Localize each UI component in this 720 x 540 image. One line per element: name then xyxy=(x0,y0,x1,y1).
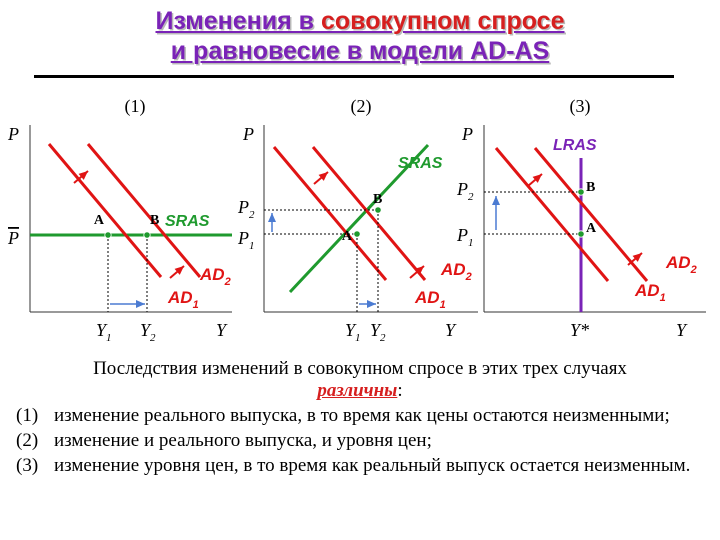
diagram-2-y-tick-p1 xyxy=(237,228,255,252)
explanation-item-1 xyxy=(16,405,704,427)
diagram-2-price-arrow-head xyxy=(268,213,276,222)
diagram-2-x-tick-y2 xyxy=(370,320,386,344)
diagram-1-ad2-label-main: AD xyxy=(200,265,225,284)
diagram-1-label xyxy=(125,96,146,117)
diagram-2-point-b-label xyxy=(373,192,382,207)
diagram-1-x-tick-y1-sub: 1 xyxy=(106,332,112,344)
diagram-2-point-a-label xyxy=(342,229,353,244)
diagram-2-sras-label xyxy=(398,155,443,172)
diagram-3-ad1-label-sub: 1 xyxy=(659,292,666,304)
diagram-1-ad2-label xyxy=(199,265,231,288)
diagram-2-ad1-label-sub: 1 xyxy=(439,299,446,311)
item-number: (2) xyxy=(16,430,39,451)
diagram-1-x-tick-y1-main: Y xyxy=(96,320,107,340)
diagram-1-sras-label-main: SRAS xyxy=(165,213,210,230)
diagram-2-y-tick-p2 xyxy=(237,197,255,221)
diagram-2-y-tick-p2-sub: 2 xyxy=(249,209,255,221)
diagram-1-x-axis-label-main: Y xyxy=(216,320,227,340)
title-highlight: совокупном спросе xyxy=(320,7,565,35)
diagram-2-point-a-label-main: A xyxy=(341,229,352,244)
diagram-2-x-tick-y2-sub: 2 xyxy=(380,332,386,344)
diagram-1-label-main: (1) xyxy=(124,96,146,116)
diagram-1-y-tick-p xyxy=(7,228,19,248)
diagram-1-y-tick-p-main: P xyxy=(8,228,19,248)
diagram-1-ad1-label xyxy=(167,288,199,311)
diagram-3-ad2-label xyxy=(665,253,697,276)
explanation-item-3 xyxy=(16,455,704,477)
item-text: изменение реального выпуска, в то время как цены остаются неизменными; xyxy=(54,405,670,426)
diagram-2-x-tick-y1-main: Y xyxy=(345,320,356,340)
diagram-3-x-axis-label-main: Y xyxy=(676,320,687,340)
diagram-1-ad1-label-main: AD xyxy=(168,288,193,307)
diagram-2-ad1-label-main: AD xyxy=(415,288,440,307)
diagram-3-point-b xyxy=(578,189,584,195)
diagram-3-y-tick-p2 xyxy=(456,179,474,203)
diagram-2-y-axis-label xyxy=(242,124,254,144)
diagram-2-output-arrow-head xyxy=(367,300,376,308)
diagram-2-sras-label-main: SRAS xyxy=(398,155,443,172)
diagram-2-x-axis-label xyxy=(445,320,457,340)
emphasis-word: различны xyxy=(317,380,398,401)
diagram-1-sras-label xyxy=(165,213,210,230)
diagram-1-x-tick-y1 xyxy=(96,320,112,344)
title-line-2-text: и равновесие в модели AD-AS xyxy=(170,37,550,65)
diagram-2-y-tick-p2-main: P xyxy=(238,197,249,217)
diagram-3-y-tick-p1-sub: 1 xyxy=(468,237,474,249)
diagram-3-point-a-label xyxy=(586,221,597,236)
diagram-3-price-arrow-head xyxy=(492,196,500,205)
explanation xyxy=(16,358,704,477)
diagram-3-y-axis-label-main: P xyxy=(462,124,473,144)
item-number: (1) xyxy=(16,405,39,426)
diagram-1-point-a-label-main: A xyxy=(93,213,104,228)
diagram-3-point-b-label xyxy=(586,180,595,195)
diagram-3-lras-label xyxy=(553,137,597,154)
diagram-2-x-tick-y1-sub: 1 xyxy=(355,332,361,344)
diagram-2-y-tick-p1-sub: 1 xyxy=(249,240,255,252)
item-text: изменение и реального выпуска, и уровня цен; xyxy=(54,430,432,451)
diagram-3-x-tick-ystar xyxy=(570,320,589,340)
diagram-1-output-arrow-head xyxy=(136,300,145,308)
diagram-1-ad2-label-sub: 2 xyxy=(224,276,231,288)
diagram-3-point-a xyxy=(578,231,584,237)
diagram-1-point-a-label xyxy=(94,213,105,228)
item-number: (3) xyxy=(16,455,39,476)
diagram-1-point-b-label xyxy=(150,213,159,228)
diagram-3-ad2-label-sub: 2 xyxy=(690,264,697,276)
diagram-1-point-a xyxy=(105,232,111,238)
diagram-3-y-axis-label xyxy=(461,124,473,144)
intro-text: Последствия изменений в совокупном спросе в этих трех случаях xyxy=(93,358,627,379)
diagram-3-x-tick-ystar-main: Y* xyxy=(570,320,590,340)
diagram-2-ad2-label-sub: 2 xyxy=(465,271,472,283)
title-prefix: Изменения в xyxy=(155,7,321,35)
explanation-item-2 xyxy=(16,430,704,452)
diagram-3-label xyxy=(570,96,591,117)
diagram-2-y-tick-p1-main: P xyxy=(238,228,249,248)
item-text: изменение уровня цен, в то время как реальный выпуск остается неизменным. xyxy=(54,455,691,476)
diagram-2-x-tick-y1 xyxy=(345,320,361,344)
diagram-3-x-axis-label xyxy=(676,320,688,340)
explanation-intro xyxy=(16,358,704,402)
diagram-2-ad2-label-main: AD xyxy=(441,260,466,279)
diagram-1-y-axis-label-main: P xyxy=(8,124,19,144)
diagram-2-x-tick-y2-main: Y xyxy=(370,320,381,340)
intro-colon: : xyxy=(397,380,403,401)
diagram-3-y-tick-p1-main: P xyxy=(457,225,468,245)
diagram-3-point-b-label-main: B xyxy=(586,180,596,195)
diagram-1-point-b xyxy=(144,232,150,238)
diagram-3-ad1-label-main: AD xyxy=(635,281,660,300)
diagram-2-ad1-label xyxy=(414,288,446,311)
diagram-2-point-b xyxy=(375,207,381,213)
diagram-1-point-b-label-main: B xyxy=(150,213,160,228)
diagram-3-y-tick-p2-main: P xyxy=(457,179,468,199)
diagram-1-x-tick-y2-sub: 2 xyxy=(150,332,156,344)
diagram-2-point-b-label-main: B xyxy=(373,192,383,207)
diagram-2-point-a xyxy=(354,231,360,237)
diagram-3-ad1-label xyxy=(634,281,666,304)
diagram-1-x-tick-y2 xyxy=(140,320,156,344)
diagram-2-label-main: (2) xyxy=(350,96,372,116)
diagram-3-lras-label-main: LRAS xyxy=(553,137,597,154)
diagram-2-x-axis-label-main: Y xyxy=(445,320,456,340)
diagram-2-ad2-label xyxy=(440,260,472,283)
diagram-3-label-main: (3) xyxy=(569,96,591,116)
diagram-1-x-tick-y2-main: Y xyxy=(140,320,151,340)
diagram-1-x-axis-label xyxy=(216,320,228,340)
diagram-2-label xyxy=(351,96,372,117)
diagram-2-y-axis-label-main: P xyxy=(243,124,254,144)
diagram-3-ad2-label-main: AD xyxy=(666,253,691,272)
diagram-3-y-tick-p2-sub: 2 xyxy=(468,191,474,203)
diagram-3-y-tick-p1 xyxy=(456,225,474,249)
diagram-1-y-axis-label xyxy=(7,124,19,144)
diagram-3-point-a-label-main: A xyxy=(586,221,597,236)
diagram-1-ad1-label-sub: 1 xyxy=(192,299,199,311)
